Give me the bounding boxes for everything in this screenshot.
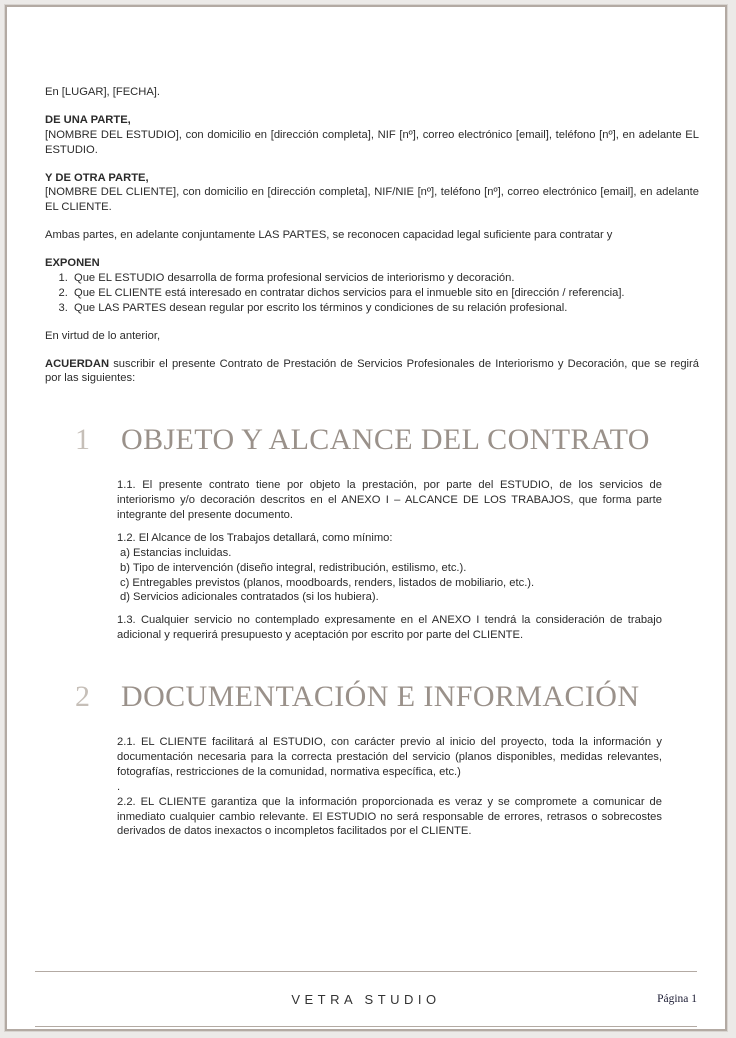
section-title-2: DOCUMENTACIÓN E INFORMACIÓN: [121, 680, 640, 714]
place-date-line: En [LUGAR], [FECHA].: [45, 86, 161, 98]
virtue-text: En virtud de lo anterior,: [45, 329, 161, 342]
spacer: [117, 523, 662, 531]
spacer: [45, 243, 699, 256]
party-one-text: [NOMBRE DEL ESTUDIO], con domicilio en [dirección completa], NIF [nº], correo electrónico [email], teléfono [nº], en adelante EL ESTUDIO.: [45, 128, 699, 156]
both-parties-text: Ambas partes, en adelante conjuntamente LAS PARTES, se reconocen capacidad legal suficiente para contratar y: [45, 229, 613, 242]
spacer: [45, 344, 699, 357]
list-item: 2. Que EL CLIENTE está interesado en contratar dichos servicios para el inmueble sito en [dirección / referencia].: [71, 286, 699, 301]
section-number-2: 2: [75, 680, 90, 714]
paragraph: 2.2. EL CLIENTE garantiza que la información proporcionada es veraz y se compromete a comunicar de inmediato cualquier cambio relevante. El ESTUDIO no será responsable de errores, retrasos o sobrecostes derivados de datos inexactos o incompletos facilitados por el CLIENTE.: [117, 795, 662, 838]
spacer: [45, 215, 699, 228]
paragraph: 1.1. El presente contrato tiene por objeto la prestación, por parte del ESTUDIO, de los servicios de interiorismo y/o decoración descritos en el ANEXO I – ALCANCE DE LOS TRABAJOS, que forma parte integrante del presente documento.: [117, 479, 662, 522]
spacer: [117, 605, 662, 613]
paragraph-dot: .: [117, 780, 121, 793]
list-item: 3. Que LAS PARTES desean regular por escrito los términos y condiciones de su relación profesional.: [71, 301, 699, 316]
sub-item: a) Estancias incluidas.: [120, 546, 232, 559]
footer-content: [35, 971, 697, 1027]
party-two-text: [NOMBRE DEL CLIENTE], con domicilio en [dirección completa], NIF/NIE [nº], teléfono [nº], correo electrónico [email], en adelante EL CLIENTE.: [45, 186, 699, 214]
exponen-list: [45, 271, 699, 316]
acuerdan-label: ACUERDAN: [45, 357, 110, 370]
spacer: [45, 316, 699, 329]
page-footer: [7, 971, 725, 1029]
list-item: 1. Que EL ESTUDIO desarrolla de forma profesional servicios de interiorismo y decoración.: [71, 271, 699, 286]
acuerdan-text: suscribir el presente Contrato de Prestación de Servicios Profesionales de Interiorismo y Decoración, que se regirá por las siguientes:: [45, 357, 699, 385]
section-heading-1: [75, 420, 699, 460]
page-number: Página 1: [657, 993, 697, 1005]
sub-item-list-1: [117, 546, 662, 606]
party-one-label: DE UNA PARTE,: [45, 113, 131, 126]
section-number-1: 1: [75, 423, 90, 457]
party-two-label: Y DE OTRA PARTE,: [45, 171, 149, 184]
section-heading-2: [75, 677, 699, 717]
footer-divider-bottom: [35, 1026, 697, 1027]
paragraph: 1.3. Cualquier servicio no contemplado expresamente en el ANEXO I tendrá la consideración de trabajo adicional y requerirá presupuesto y aceptación por escrito por parte del CLIENTE.: [117, 614, 662, 642]
section-title-1: OBJETO Y ALCANCE DEL CONTRATO: [121, 423, 650, 457]
sub-item: c) Entregables previstos (planos, moodboards, renders, listados de mobiliario, etc.).: [120, 576, 535, 589]
paragraph: 2.1. EL CLIENTE facilitará al ESTUDIO, con carácter previo al inicio del proyecto, toda la información y documentación necesaria para la correcta prestación del servicio (planos disponibles, medidas relevantes, fotografías, restricciones de la comunidad, normativa específica, etc.): [117, 736, 662, 778]
paragraph: 1.2. El Alcance de los Trabajos detallará, como mínimo:: [117, 531, 393, 544]
sub-item: d) Servicios adicionales contratados (si los hubiera).: [120, 591, 379, 604]
document-page: [5, 5, 727, 1031]
section-body-2: [117, 735, 662, 839]
footer-brand: VETRA STUDIO: [291, 991, 441, 1007]
document-body: [45, 85, 699, 839]
sub-item: b) Tipo de intervención (diseño integral, redistribución, estilismo, etc.).: [120, 561, 467, 574]
acuerdan-paragraph: [45, 357, 699, 387]
spacer: [45, 158, 699, 171]
page-content-area: [7, 7, 725, 1029]
exponen-heading: EXPONEN: [45, 257, 100, 270]
section-body-1: [117, 478, 662, 643]
spacer: [45, 100, 699, 113]
